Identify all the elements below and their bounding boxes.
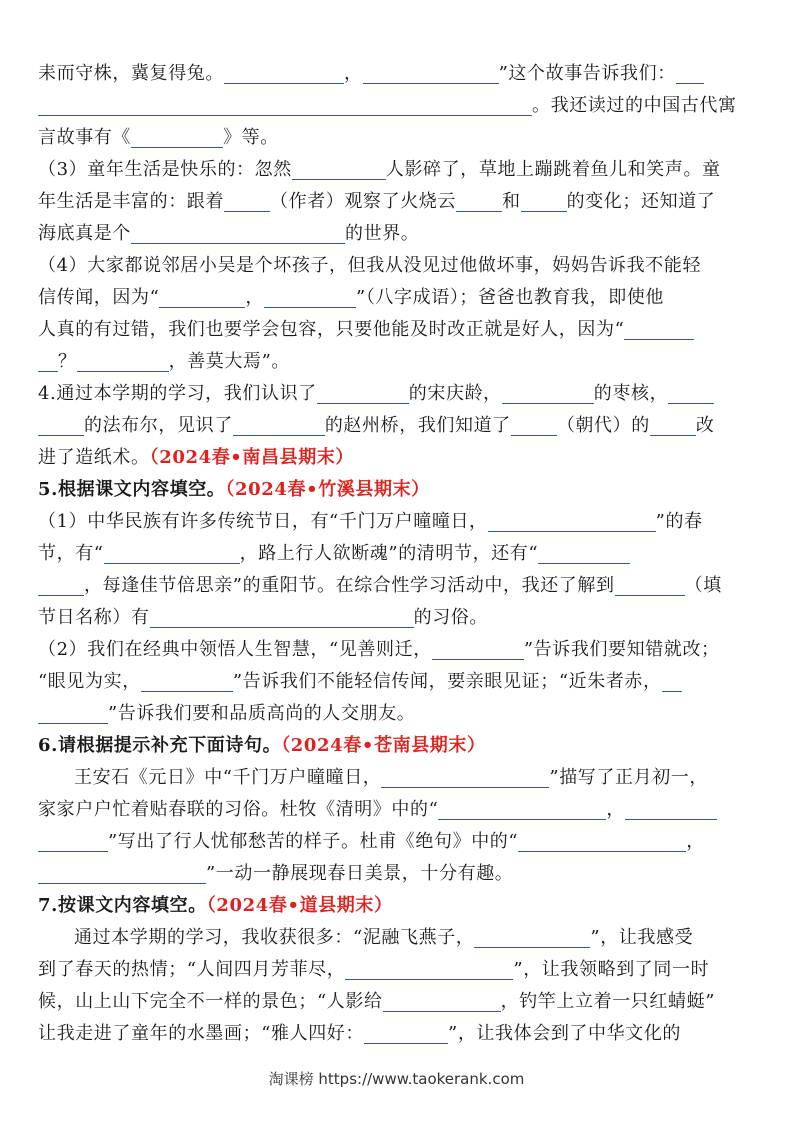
- question-6-line: ”写出了行人忧郁愁苦的样子。杜甫《绝句》中的“ ，: [38, 826, 758, 858]
- answer-blank[interactable]: [150, 605, 414, 628]
- worksheet-page: [38, 58, 758, 1050]
- answer-blank[interactable]: [224, 61, 344, 84]
- question-4-line: 4.通过本学期的学习，我们认识了 的宋庆龄， 的枣核，: [38, 378, 758, 410]
- answer-blank[interactable]: [432, 637, 524, 660]
- answer-blank[interactable]: [264, 285, 356, 308]
- answer-blank[interactable]: [141, 669, 233, 692]
- question-7-line: 候，山上山下完全不一样的景色；“人影给 ，钓竿上立着一只红蜻蜓”: [38, 991, 716, 1012]
- question-5-title: 5.根据课文内容填空。（2024春•竹溪县期末）: [38, 479, 430, 500]
- source-tag: （2024春•道县期末）: [206, 895, 393, 916]
- question-6-line: 王安石《元日》中“千门万户曈曈日， ”描写了正月初一，: [74, 767, 709, 788]
- text-line: 信传闻，因为“ ， ”（八字成语）；爸爸也教育我，即使他: [38, 287, 665, 308]
- answer-blank[interactable]: [38, 413, 84, 436]
- question-5-line: ，每逢佳节倍思亲”的重阳节。在综合性学习活动中，我还了解到 （填: [38, 570, 758, 602]
- answer-blank[interactable]: [104, 541, 240, 564]
- question-4-line: 的法布尔，见识了 的赵州桥，我们知道了 （朝代）的 改: [38, 410, 758, 442]
- answer-blank[interactable]: [131, 221, 345, 244]
- question-6-line: ”一动一静展现春日美景，十分有趣。: [38, 858, 758, 890]
- answer-blank[interactable]: [676, 61, 704, 84]
- answer-blank[interactable]: [625, 797, 717, 820]
- answer-blank[interactable]: [363, 61, 499, 84]
- answer-blank[interactable]: [159, 285, 245, 308]
- answer-blank[interactable]: [224, 189, 270, 212]
- text-line: 海底真是个 的世界。: [38, 223, 420, 244]
- page-footer: 淘课榜 https://www.taokerank.com: [268, 1070, 525, 1088]
- answer-blank[interactable]: [345, 957, 513, 980]
- text-line: 年生活是丰富的：跟着 （作者）观察了火烧云 和 的变化；还知道了: [38, 191, 716, 212]
- answer-blank[interactable]: [38, 701, 108, 724]
- answer-blank[interactable]: [292, 157, 386, 180]
- text-line: 。我还读过的中国古代寓: [38, 90, 758, 122]
- question-5-line: 节日名称）有 的习俗。: [38, 607, 489, 628]
- question-6-line: 家家户户忙着贴春联的习俗。杜牧《清明》中的“ ，: [38, 794, 758, 826]
- answer-blank[interactable]: [662, 669, 682, 692]
- answer-blank[interactable]: [364, 1021, 448, 1044]
- answer-blank[interactable]: [502, 381, 594, 404]
- answer-blank[interactable]: [668, 381, 714, 404]
- answer-blank[interactable]: [77, 349, 169, 372]
- source-tag: （2024春•南昌县期末）: [149, 447, 355, 468]
- answer-blank[interactable]: [381, 765, 549, 788]
- source-tag: （2024春•竹溪县期末）: [225, 479, 430, 500]
- question-4-line: 进了造纸术。（2024春•南昌县期末）: [38, 447, 355, 468]
- question-5-line: 节，有“ ，路上行人欲断魂”的清明节，还有“: [38, 538, 758, 570]
- question-7-line: 通过本学期的学习，我收获很多：“泥融飞燕子， ”，让我感受: [74, 927, 694, 948]
- text-line: 耒而守株，冀复得兔。 ， ”这个故事告诉我们：: [38, 58, 758, 90]
- text-line: （4）大家都说邻居小吴是个坏孩子，但我从没见过他做坏事，妈妈告诉我不能轻: [38, 255, 702, 276]
- answer-blank[interactable]: [383, 989, 501, 1012]
- question-5-line: ”告诉我们要和品质高尚的人交朋友。: [38, 698, 758, 730]
- question-5-line: （2）我们在经典中领悟人生智慧，“见善则迁， ”告诉我们要知错就改；: [38, 639, 720, 660]
- text-line: 言故事有《 》等。: [38, 127, 279, 148]
- answer-blank[interactable]: [474, 925, 590, 948]
- answer-blank[interactable]: [38, 93, 532, 116]
- source-tag: （2024春•苍南县期末）: [281, 735, 486, 756]
- answer-blank[interactable]: [538, 541, 630, 564]
- answer-blank[interactable]: [38, 861, 206, 884]
- answer-blank[interactable]: [615, 573, 685, 596]
- question-7-title: 7.按课文内容填空。（2024春•道县期末）: [38, 895, 393, 916]
- question-5-line: “眼见为实， ”告诉我们不能轻信传闻，要亲眼见证；“近朱者赤，: [38, 666, 758, 698]
- answer-blank[interactable]: [38, 573, 84, 596]
- answer-blank[interactable]: [233, 413, 325, 436]
- text-line: ？ ，善莫大焉”。: [38, 346, 758, 378]
- answer-blank[interactable]: [650, 413, 696, 436]
- answer-blank[interactable]: [317, 381, 409, 404]
- text-line: （3）童年生活是快乐的：忽然 人影碎了，草地上蹦跳着鱼儿和笑声。童: [38, 159, 721, 180]
- answer-blank[interactable]: [38, 829, 108, 852]
- answer-blank[interactable]: [456, 189, 502, 212]
- question-5-line: （1）中华民族有许多传统节日，有“千门万户曈曈日， ”的春: [38, 511, 703, 532]
- question-7-line: 让我走进了童年的水墨画；“雅人四好： ”，让我体会到了中华文化的: [38, 1023, 682, 1044]
- answer-blank[interactable]: [438, 797, 606, 820]
- answer-blank[interactable]: [131, 125, 223, 148]
- answer-blank[interactable]: [624, 317, 694, 340]
- answer-blank[interactable]: [521, 189, 567, 212]
- answer-blank[interactable]: [38, 349, 58, 372]
- text-line: 人真的有过错，我们也要学会包容，只要他能及时改正就是好人，因为“: [38, 314, 758, 346]
- answer-blank[interactable]: [518, 829, 686, 852]
- question-6-title: 6.请根据提示补充下面诗句。（2024春•苍南县期末）: [38, 735, 486, 756]
- answer-blank[interactable]: [488, 509, 656, 532]
- question-7-line: 到了春天的热情；“人间四月芳菲尽， ”，让我领略到了同一时: [38, 959, 710, 980]
- answer-blank[interactable]: [511, 413, 557, 436]
